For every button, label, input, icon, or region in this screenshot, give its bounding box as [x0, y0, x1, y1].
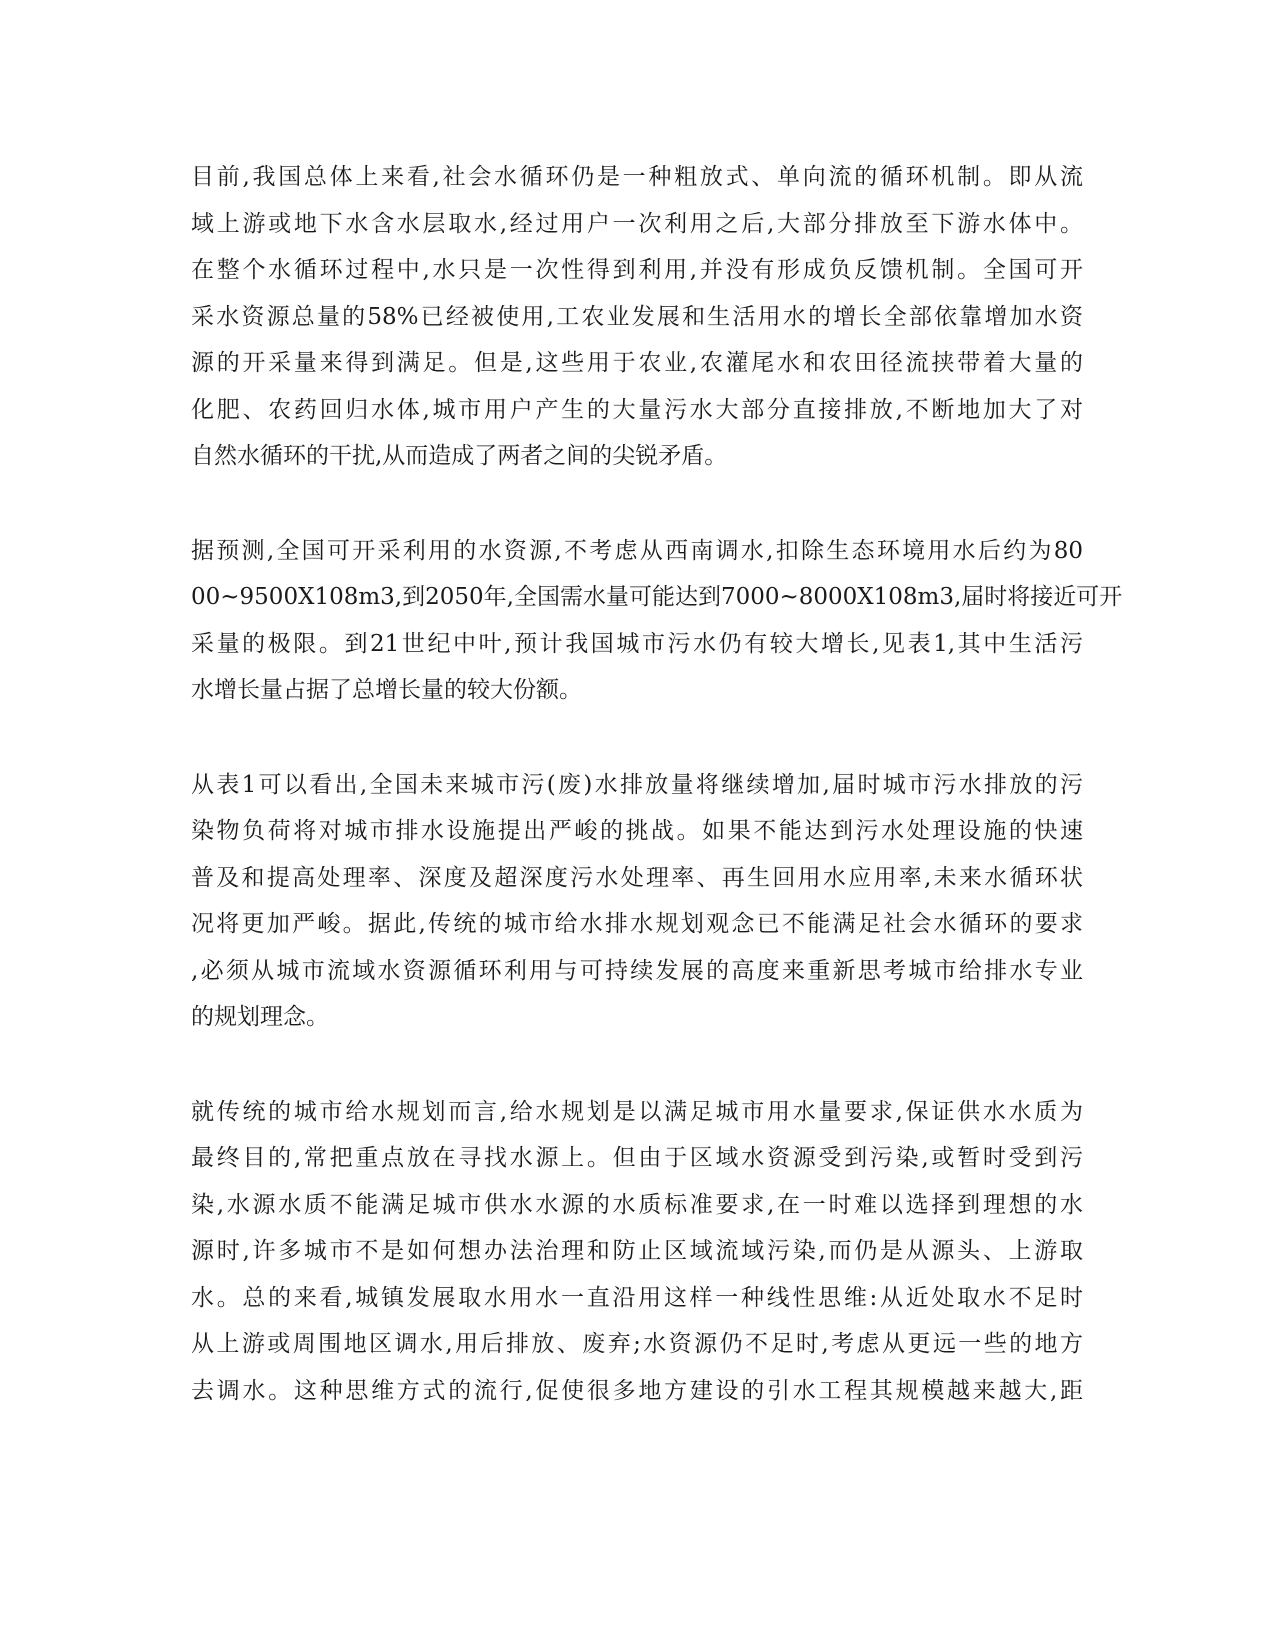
text-line: 从表1可以看出,全国未来城市污(废)水排放量将继续增加,届时城市污水排放的污: [191, 771, 1083, 798]
paragraph-2: [191, 528, 1123, 714]
text-line: 普及和提高处理率、深度及超深度污水处理率、再生回用水应用率,未来水循环状: [191, 864, 1083, 891]
text-line: 据预测,全国可开采利用的水资源,不考虑从西南调水,扣除生态环境用水后约为80: [191, 537, 1083, 564]
text-line: 水增长量占据了总增长量的较大份额。: [191, 677, 582, 703]
text-line: 采水资源总量的58%已经被使用,工农业发展和生活用水的增长全部依靠增加水资: [191, 303, 1083, 330]
text-line: 最终目的,常把重点放在寻找水源上。但由于区域水资源受到污染,或暂时受到污: [191, 1145, 1083, 1171]
text-line: 染物负荷将对城市排水设施提出严峻的挑战。如果不能达到污水处理设施的快速: [191, 818, 1083, 844]
text-line: 00~9500X108m3,到2050年,全国需水量可能达到7000~8000X108m3,届时将接近可开: [191, 584, 1123, 610]
document-body: [191, 154, 1123, 1462]
paragraph-3: [191, 762, 1083, 1041]
text-line: 采量的极限。到21世纪中叶,预计我国城市污水仍有较大增长,见表1,其中生活污: [191, 630, 1083, 657]
text-line: 去调水。这种思维方式的流行,促使很多地方建设的引水工程其规模越来越大,距: [191, 1377, 1083, 1404]
text-line: 从上游或周围地区调水,用后排放、废弃;水资源仍不足时,考虑从更远一些的地方: [191, 1331, 1083, 1357]
text-line: 域上游或地下水含水层取水,经过用户一次利用之后,大部分排放至下游水体中。: [191, 210, 1083, 237]
text-line: 染,水源水质不能满足城市供水水源的水质标准要求,在一时难以选择到理想的水: [191, 1191, 1083, 1218]
text-line: 化肥、农药回归水体,城市用户产生的大量污水大部分直接排放,不断地加大了对: [191, 396, 1083, 423]
paragraph-4: [191, 1089, 1083, 1415]
text-line: 源的开采量来得到满足。但是,这些用于农业,农灌尾水和农田径流挟带着大量的: [191, 350, 1083, 376]
text-line: 水。总的来看,城镇发展取水用水一直沿用这样一种线性思维:从近处取水不足时: [191, 1284, 1083, 1311]
text-line: ,必须从城市流域水资源循环利用与可持续发展的高度来重新思考城市给排水专业: [191, 957, 1083, 984]
text-line: 源时,许多城市不是如何想办法治理和防止区域流域污染,而仍是从源头、上游取: [191, 1238, 1083, 1264]
text-line: 就传统的城市给水规划而言,给水规划是以满足城市用水量要求,保证供水水质为: [191, 1098, 1083, 1125]
text-line: 在整个水循环过程中,水只是一次性得到利用,并没有形成负反馈机制。全国可开: [191, 257, 1083, 283]
text-line: 况将更加严峻。据此,传统的城市给水排水规划观念已不能满足社会水循环的要求: [191, 911, 1083, 937]
text-line: 自然水循环的干扰,从而造成了两者之间的尖锐矛盾。: [191, 443, 728, 469]
paragraph-1: [191, 154, 1083, 480]
text-line: 的规划理念。: [191, 1004, 329, 1030]
text-line: 目前,我国总体上来看,社会水循环仍是一种粗放式、单向流的循环机制。即从流: [191, 164, 1083, 190]
